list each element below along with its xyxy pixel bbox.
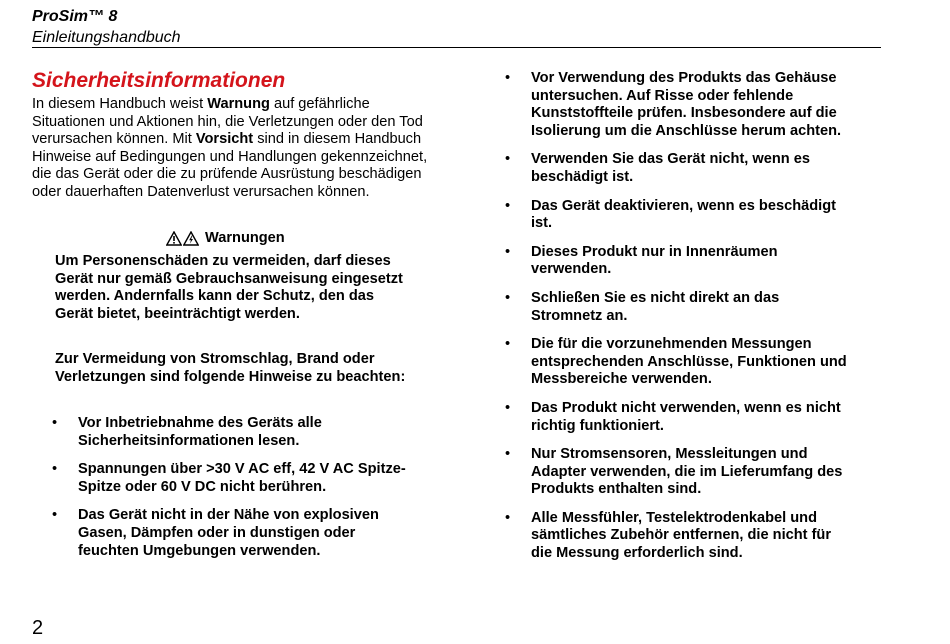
bullet-text: Verwenden Sie das Gerät nicht, wenn es beschädigt ist.: [531, 151, 810, 185]
bullet-item: [505, 151, 851, 186]
bullet-dot: •: [52, 461, 58, 478]
bullet-item: [505, 446, 851, 499]
warning-paragraph-2: Zur Vermeidung von Stromschlag, Brand oder Verletzungen sind folgende Hinweise zu beachten:: [55, 351, 406, 385]
bullet-item: [52, 415, 410, 450]
bullet-item: [505, 243, 851, 279]
bullet-dot: •: [505, 151, 511, 168]
right-bullet-list: [505, 70, 851, 574]
bullet-dot: •: [505, 446, 511, 463]
bullet-item: [52, 461, 410, 496]
page-number: 2: [32, 617, 44, 639]
warning-icons: [166, 231, 199, 246]
bullet-dot: •: [505, 70, 511, 86]
document-title: ProSim™ 8: [32, 8, 118, 25]
bullet-dot: •: [505, 197, 511, 214]
intro-text-3: sind in diesem Handbuch Hinweise auf Bedingungen und Handlungen gekennzeichnet, die das Gerät oder die zu prüfende Ausrüstung beschädigen oder dauerhaften Datenverlust verursachen können.: [32, 131, 428, 200]
intro-text-2: auf gefährliche Situationen und Aktionen hin, die Verletzungen oder den Tod verursachen können. Mit: [32, 96, 423, 148]
bullet-dot: •: [505, 289, 511, 306]
bullet-text: Vor Inbetriebnahme des Geräts alle Sicherheitsinformationen lesen.: [78, 415, 322, 449]
bullet-text: Das Gerät deaktivieren, wenn es beschädigt ist.: [531, 197, 836, 232]
bullet-item: [505, 289, 851, 325]
bullet-text: Die für die vorzunehmenden Messungen entsprechenden Anschlüsse, Funktionen und Messbereiche verwenden.: [531, 336, 847, 388]
warning-paragraph-1: Um Personenschäden zu vermeiden, darf dieses Gerät nur gemäß Gebrauchsanweisung eingesetzt werden. Andernfalls kann der Schutz, den das Gerät bietet, beeinträchtigt werden.: [55, 253, 403, 322]
left-bullet-list: [52, 415, 410, 571]
bullet-item: [505, 509, 851, 563]
bullet-dot: •: [505, 509, 511, 526]
bullet-item: [52, 507, 410, 560]
bullet-text: Das Gerät nicht in der Nähe von explosiven Gasen, Dämpfen oder in dunstigen oder feuchten Umgebungen verwenden.: [78, 507, 379, 559]
bullet-text: Nur Stromsensoren, Messleitungen und Adapter verwenden, die im Lieferumfang des Produkts enthalten sind.: [531, 446, 843, 498]
warnings-heading: [166, 229, 285, 247]
bullet-dot: •: [52, 415, 58, 431]
bullet-dot: •: [505, 243, 511, 260]
bullet-dot: •: [505, 399, 511, 416]
hazard-warning-icon: [166, 231, 182, 246]
intro-bold-warnung: Warnung: [207, 96, 270, 112]
bullet-text: Spannungen über >30 V AC eff, 42 V AC Spitze-Spitze oder 60 V DC nicht berühren.: [78, 461, 406, 495]
bullet-item: [505, 70, 851, 140]
bullet-item: [505, 399, 851, 435]
intro-text-1: In diesem Handbuch weist: [32, 96, 208, 112]
intro-bold-vorsicht: Vorsicht: [195, 131, 254, 148]
bullet-dot: •: [52, 507, 58, 524]
bullet-text: Vor Verwendung des Produkts das Gehäuse untersuchen. Auf Risse oder fehlende Kunststoffteile prüfen. Insbesondere auf die Isolierung um die Anschlüsse herum achten.: [531, 70, 842, 139]
bullet-text: Dieses Produkt nur in Innenräumen verwenden.: [531, 243, 778, 278]
bullet-dot: •: [505, 336, 511, 353]
intro-paragraph: [32, 96, 432, 202]
running-header: [32, 6, 181, 48]
bullet-text: Schließen Sie es nicht direkt an das Stromnetz an.: [531, 289, 780, 324]
electric-shock-warning-icon: [183, 231, 199, 246]
bullet-text: Alle Messfühler, Testelektrodenkabel und sämtliches Zubehör entfernen, die nicht für die Messung erforderlich sind.: [531, 509, 832, 562]
document-subtitle: Einleitungshandbuch: [32, 29, 181, 46]
warnings-title: Warnungen: [205, 230, 285, 246]
bullet-item: [505, 197, 851, 233]
bullet-text: Das Produkt nicht verwenden, wenn es nicht richtig funktioniert.: [531, 399, 841, 434]
section-heading: Sicherheitsinformationen: [32, 69, 286, 92]
header-rule: [32, 47, 881, 48]
bullet-item: [505, 336, 851, 389]
